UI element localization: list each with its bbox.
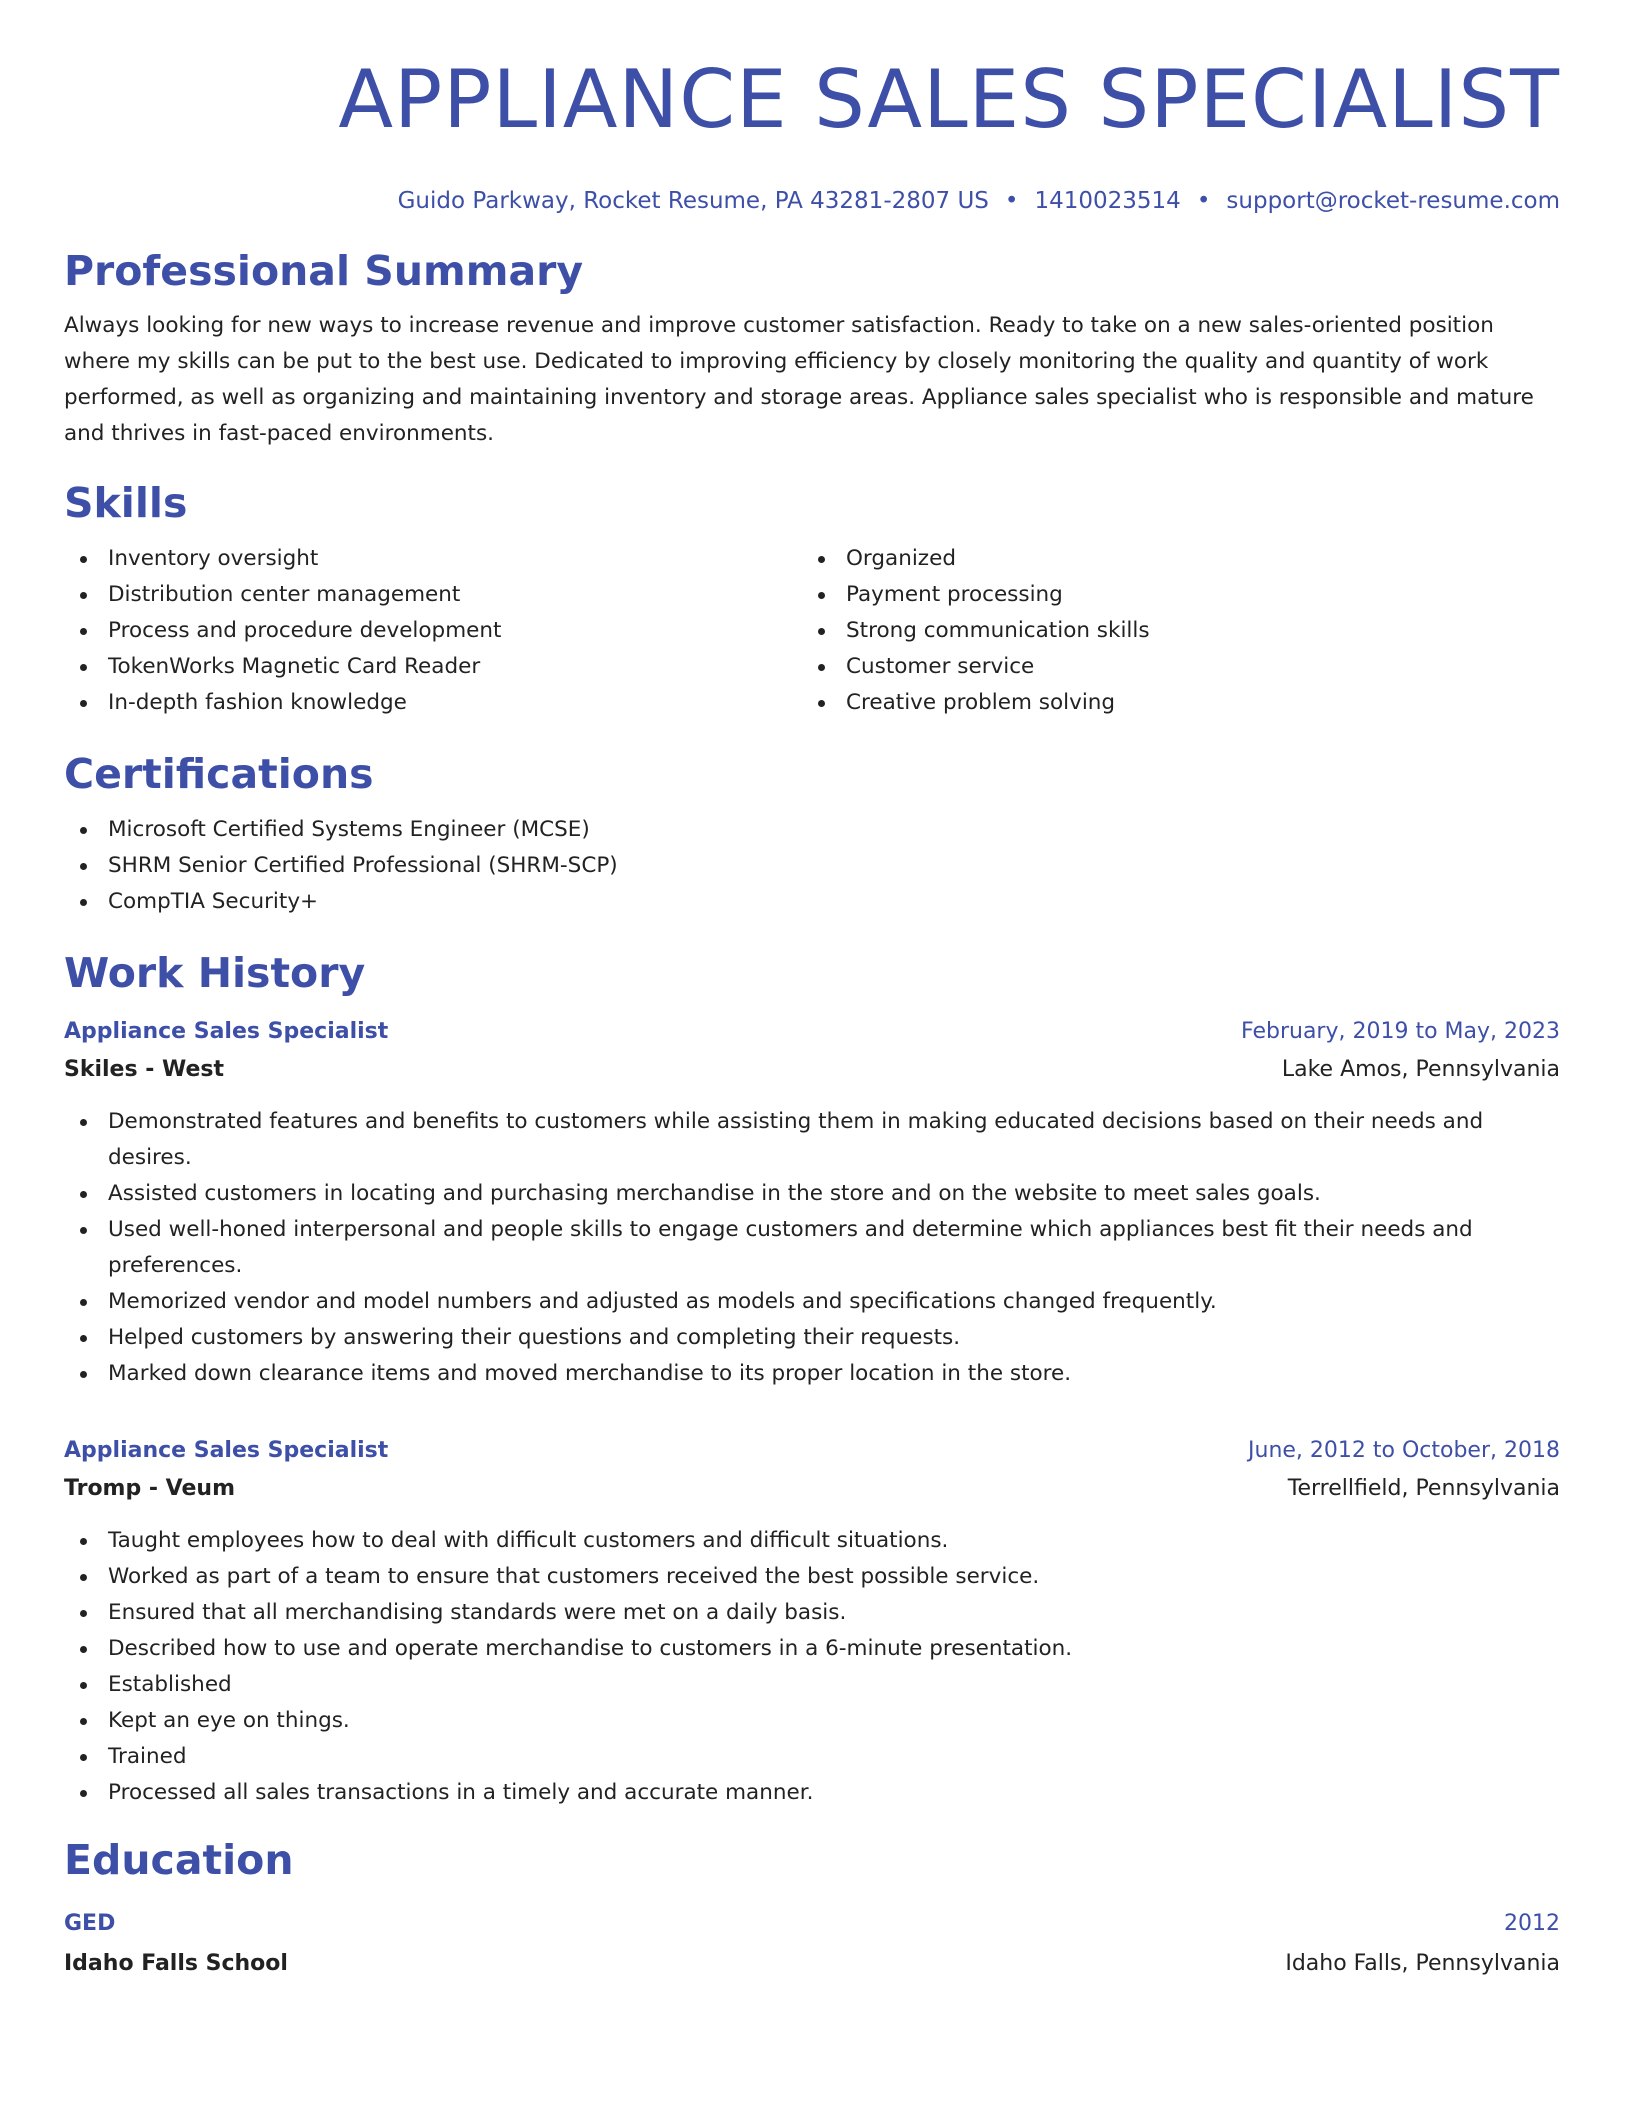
job-bullet: Described how to use and operate merchandise to customers in a 6-minute presentation.	[64, 1631, 1560, 1667]
job-bullets	[64, 1104, 1560, 1392]
education-entry	[64, 1904, 1560, 1984]
resume-title: APPLIANCE SALES SPECIALIST	[338, 53, 1560, 146]
job-bullet: Taught employees how to deal with difficult customers and difficult situations.	[64, 1523, 1560, 1559]
contact-line	[64, 186, 1560, 216]
job-bullet: Used well-honed interpersonal and people skills to engage customers and determine which appliances best fit their needs and preferences.	[64, 1212, 1560, 1284]
skill-item: Customer service	[802, 649, 1540, 685]
summary-heading: Professional Summary	[64, 247, 584, 295]
summary-text: Always looking for new ways to increase revenue and improve customer satisfaction. Ready to take on a new sales-oriented position where my skills can be put to the best use. Dedicated to improving efficiency by closely monitoring the quality and quantity of work performed, as well as organizing and maintaining inventory and storage areas. Appliance sales specialist who is responsible and mature and thrives in fast-paced environments.	[64, 313, 1534, 446]
job-employer: Tromp - Veum	[64, 1476, 236, 1501]
education-year: 2012	[1504, 1911, 1560, 1936]
job-bullet: Established	[64, 1667, 1560, 1703]
contact-email[interactable]: support@rocket-resume.com	[1226, 188, 1560, 214]
job-location: Lake Amos, Pennsylvania	[1281, 1057, 1560, 1082]
work-history-heading: Work History	[64, 949, 366, 997]
skills-list-right	[802, 541, 1540, 721]
job-dates: June, 2012 to October, 2018	[1248, 1438, 1560, 1463]
job-entry	[64, 1432, 1560, 1811]
job-bullet: Processed all sales transactions in a timely and accurate manner.	[64, 1775, 1560, 1811]
job-bullet: Trained	[64, 1739, 1560, 1775]
education-school: Idaho Falls School	[64, 1951, 288, 1976]
skill-item: Creative problem solving	[802, 685, 1540, 721]
job-title: Appliance Sales Specialist	[64, 1438, 389, 1463]
skill-item: TokenWorks Magnetic Card Reader	[64, 649, 802, 685]
job-bullet: Kept an eye on things.	[64, 1703, 1560, 1739]
skill-item: Organized	[802, 541, 1540, 577]
job-dates: February, 2019 to May, 2023	[1241, 1019, 1560, 1044]
contact-separator: •	[1004, 188, 1019, 214]
certification-item: SHRM Senior Certified Professional (SHRM-SCP)	[64, 848, 1560, 884]
education-heading: Education	[64, 1836, 294, 1884]
certification-item: CompTIA Security+	[64, 884, 1560, 920]
job-bullet: Worked as part of a team to ensure that customers received the best possible service.	[64, 1559, 1560, 1595]
job-title: Appliance Sales Specialist	[64, 1019, 389, 1044]
certifications-list	[64, 812, 1560, 920]
job-entry	[64, 1013, 1560, 1392]
job-bullet: Helped customers by answering their questions and completing their requests.	[64, 1320, 1560, 1356]
job-bullet: Ensured that all merchandising standards were met on a daily basis.	[64, 1595, 1560, 1631]
skills-grid	[64, 541, 1560, 721]
job-bullet: Assisted customers in locating and purchasing merchandise in the store and on the website to meet sales goals.	[64, 1176, 1560, 1212]
skills-list-left	[64, 541, 802, 721]
job-bullets	[64, 1523, 1560, 1811]
education-location: Idaho Falls, Pennsylvania	[1285, 1951, 1560, 1976]
job-bullet: Memorized vendor and model numbers and adjusted as models and specifications changed frequently.	[64, 1284, 1560, 1320]
job-location: Terrellfield, Pennsylvania	[1287, 1476, 1560, 1501]
resume-page	[64, 0, 1560, 1984]
job-employer: Skiles - West	[64, 1057, 225, 1082]
contact-address: Guido Parkway, Rocket Resume, PA 43281-2807 US	[397, 188, 989, 214]
skill-item: Process and procedure development	[64, 613, 802, 649]
skill-item: Distribution center management	[64, 577, 802, 613]
skill-item: Payment processing	[802, 577, 1540, 613]
contact-separator: •	[1196, 188, 1211, 214]
job-bullet: Marked down clearance items and moved merchandise to its proper location in the store.	[64, 1356, 1560, 1392]
skill-item: Inventory oversight	[64, 541, 802, 577]
certification-item: Microsoft Certified Systems Engineer (MCSE)	[64, 812, 1560, 848]
job-employer-row	[64, 1470, 1560, 1508]
skills-heading: Skills	[64, 479, 188, 527]
skill-item: In-depth fashion knowledge	[64, 685, 802, 721]
job-employer-row	[64, 1051, 1560, 1089]
job-bullet: Demonstrated features and benefits to customers while assisting them in making educated decisions based on their needs and desires.	[64, 1104, 1560, 1176]
education-degree: GED	[64, 1911, 116, 1936]
job-header-row	[64, 1432, 1560, 1470]
skill-item: Strong communication skills	[802, 613, 1540, 649]
contact-phone: 1410023514	[1034, 188, 1181, 214]
education-header-row	[64, 1904, 1560, 1944]
education-school-row	[64, 1944, 1560, 1984]
job-header-row	[64, 1013, 1560, 1051]
certifications-heading: Certifications	[64, 750, 374, 798]
